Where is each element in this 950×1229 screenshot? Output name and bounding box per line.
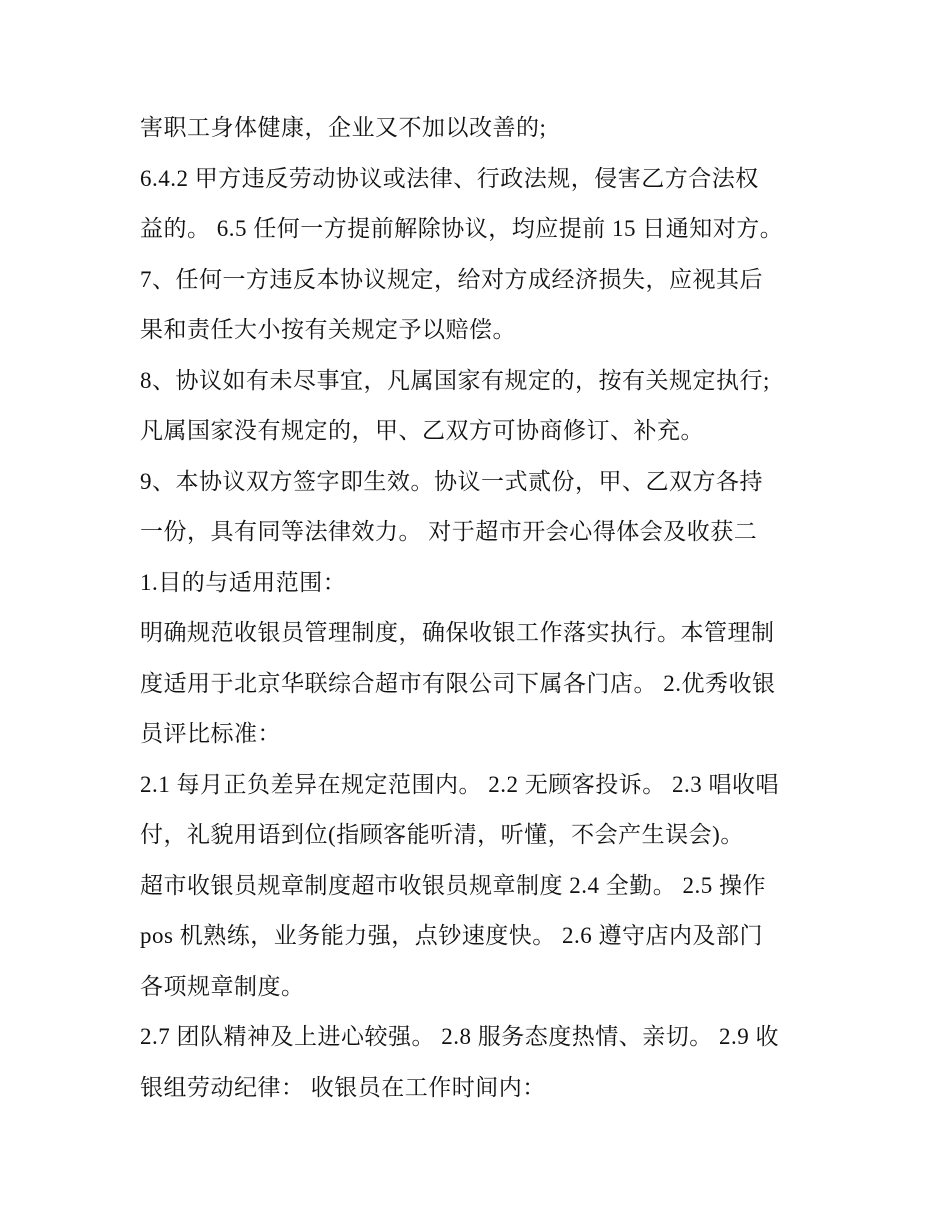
text-line: 果和责任大小按有关规定予以赔偿。: [140, 317, 516, 342]
text-line: pos 机熟练，业务能力强，点钞速度快。 2.6 遵守店内及部门: [140, 923, 763, 948]
text-line: 一份，具有同等法律效力。 对于超市开会心得体会及收获二: [140, 519, 758, 544]
text-line: 超市收银员规章制度超市收银员规章制度 2.4 全勤。 2.5 操作: [140, 872, 766, 898]
text-line: 员评比标准：: [140, 721, 281, 746]
text-line: 2.1 每月正负差异在规定范围内。 2.2 无顾客投诉。 2.3 唱收唱: [140, 771, 779, 797]
text-line: 8、协议如有未尽事宜，凡属国家有规定的，按有关规定执行;: [140, 367, 770, 393]
section-heading: 1.目的与适用范围：: [140, 569, 347, 595]
text-line: 益的。 6.5 任何一方提前解除协议，均应提前 15 日通知对方。: [140, 216, 784, 241]
text-line: 付，礼貌用语到位(指顾客能听清，听懂，不会产生误会)。: [140, 822, 744, 847]
text-line: 各项规章制度。: [140, 973, 305, 999]
text-line: 明确规范收银员管理制度，确保收银工作落实执行。本管理制: [140, 620, 775, 645]
text-line: 7、任何一方违反本协议规定，给对方成经济损失，应视其后: [140, 266, 763, 292]
text-line: 害职工身体健康，企业又不加以改善的;: [140, 115, 547, 140]
text-line: 凡属国家没有规定的，甲、乙双方可协商修订、补充。: [140, 418, 704, 443]
text-line: 度适用于北京华联综合超市有限公司下属各门店。 2.优秀收银: [140, 670, 776, 696]
text-line: 银组劳动纪律： 收银员在工作时间内：: [140, 1074, 546, 1100]
document-body: [140, 103, 820, 1113]
text-line: 9、本协议双方签字即生效。协议一式贰份，甲、乙双方各持: [140, 468, 763, 494]
text-line: 2.7 团队精神及上进心较强。 2.8 服务态度热情、亲切。 2.9 收: [140, 1024, 779, 1049]
text-line: 6.4.2 甲方违反劳动协议或法律、行政法规，侵害乙方合法权: [140, 165, 759, 191]
